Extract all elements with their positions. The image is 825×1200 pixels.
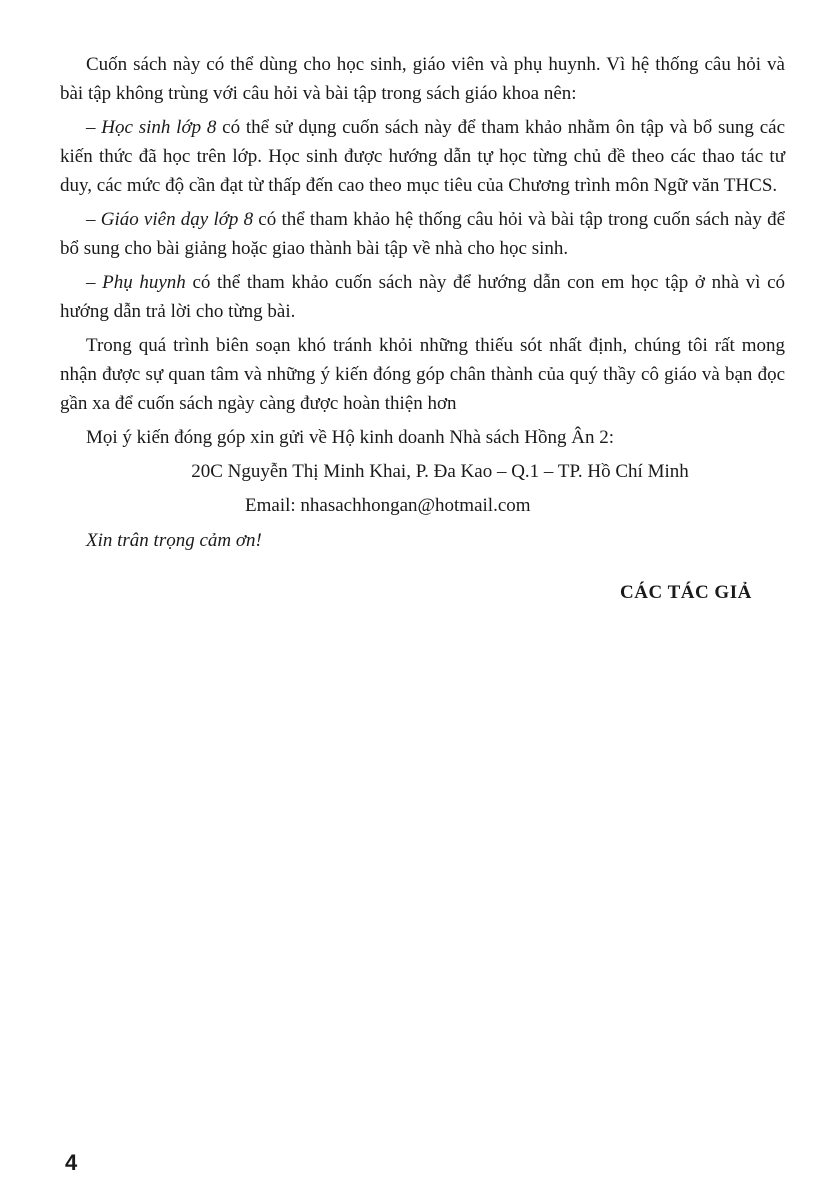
intro-paragraph: Cuốn sách này có thể dùng cho học sinh, giáo viên và phụ huynh. Vì hệ thống câu hỏi và bài tập không trùng với câu hỏi và bài tập trong sách giáo khoa nên: <box>60 54 785 104</box>
audience-parents-paragraph: – Phụ huynh có thể tham khảo cuốn sách này để hướng dẫn con em học tập ở nhà vì có hướng dẫn trả lời cho từng bài. <box>60 272 786 322</box>
audience-students-label: Học sinh lớp 8 <box>101 117 217 138</box>
audience-teachers-paragraph: – Giáo viên dạy lớp 8 có thể tham khảo hệ thống câu hỏi và bài tập trong cuốn sách này để bổ sung cho bài giảng hoặc giao thành bài tập về nhà cho học sinh. <box>60 209 786 259</box>
audience-students-paragraph: – Học sinh lớp 8 có thể sử dụng cuốn sách này để tham khảo nhằm ôn tập và bổ sung các kiến thức đã học trên lớp. Học sinh được hướng dẫn tự học từng chủ đề theo các thao tác tư duy, các mức độ cần đạt từ thấp đến cao theo mục tiêu của Chương trình môn Ngữ văn THCS. <box>60 117 786 196</box>
authors-signature: CÁC TÁC GIẢ <box>620 582 752 603</box>
contact-intro: Mọi ý kiến đóng góp xin gửi về Hộ kinh doanh Nhà sách Hồng Ân 2: <box>86 427 614 448</box>
audience-parents-label: Phụ huynh <box>102 272 186 293</box>
page-number: 4 <box>65 1150 78 1175</box>
closing-paragraph: Trong quá trình biên soạn khó tránh khỏi những thiếu sót nhất định, chúng tôi rất mong nhận được sự quan tâm và những ý kiến đóng góp chân thành của quý thầy cô giáo và bạn đọc gần xa để cuốn sách ngày càng được hoàn thiện hơn <box>60 335 785 414</box>
thanks-line: Xin trân trọng cảm ơn! <box>86 530 262 551</box>
contact-email: Email: nhasachhongan@hotmail.com <box>245 495 531 516</box>
contact-address: 20C Nguyễn Thị Minh Khai, P. Đa Kao – Q.1 – TP. Hồ Chí Minh <box>191 461 689 482</box>
preface-body <box>60 50 785 560</box>
audience-teachers-label: Giáo viên dạy lớp 8 <box>100 209 254 230</box>
